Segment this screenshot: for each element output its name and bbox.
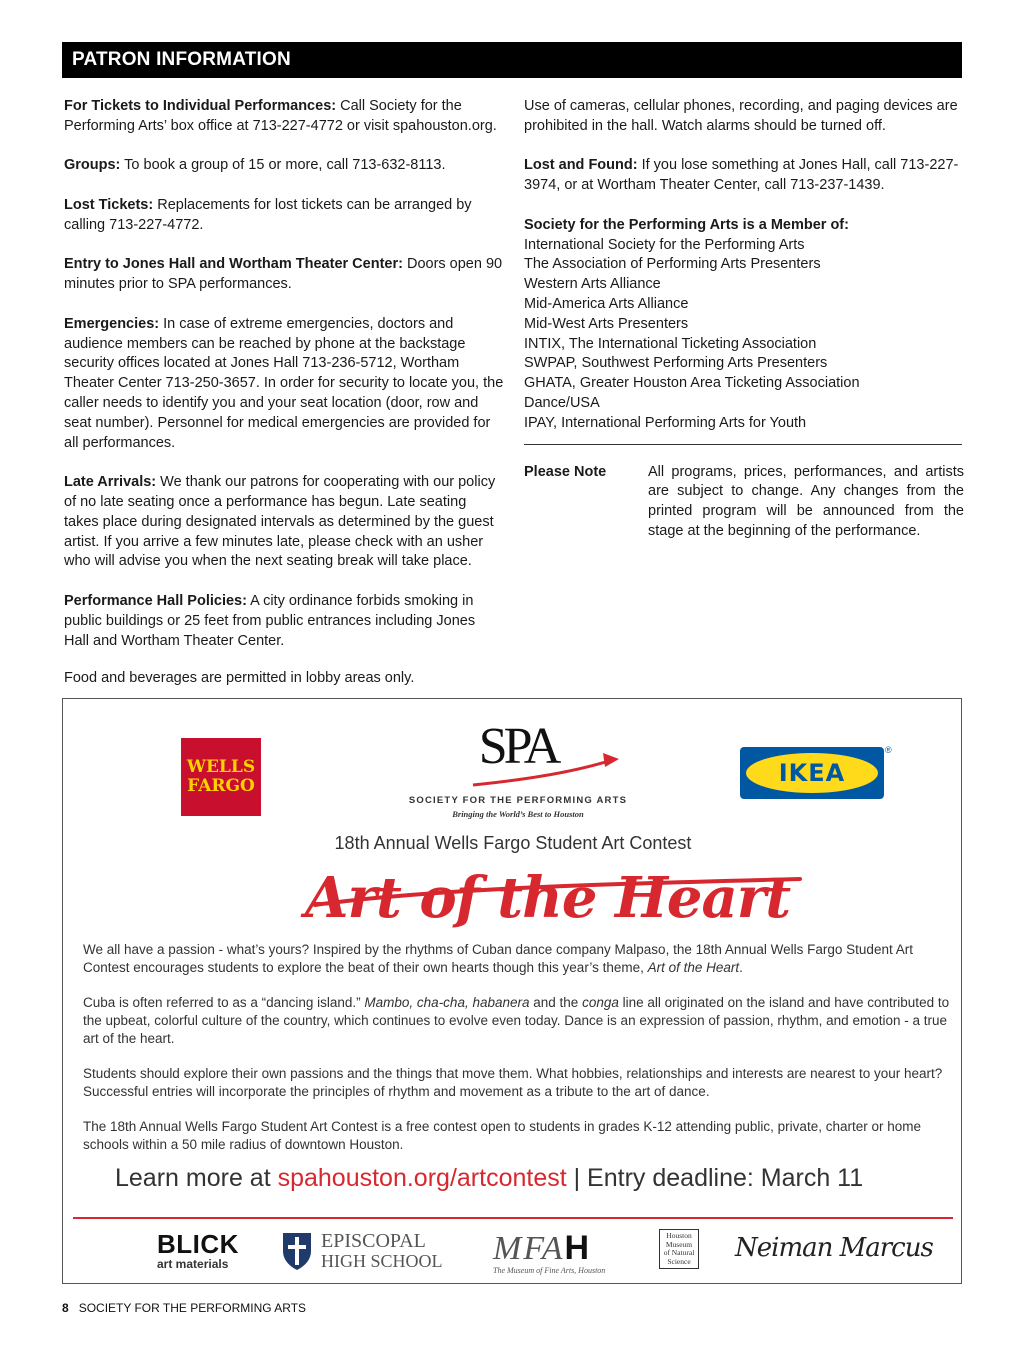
ikea-logo [740, 747, 884, 799]
list-item: SWPAP, Southwest Performing Arts Presenters [524, 355, 828, 372]
wells-fargo-logo-line: WELLS [186, 757, 256, 777]
list-item: The Association of Performing Arts Presenters [524, 256, 821, 273]
emergencies-paragraph [64, 315, 504, 454]
learn-more-line [115, 1164, 863, 1193]
lost-tickets-label: Lost Tickets: [64, 196, 154, 213]
emergencies-text: In case of extreme emergencies, doctors and audience members can be reached by phone at the backstage security offices located at Jones Hall 713-236-5712, Wortham Theater Center 713-250-3657. In order for security to locate you, the caller needs to identify you and your seat location (door, row and seat number). Personnel for medical emergencies are provided for all performances. [64, 315, 504, 451]
page-footer [62, 1301, 306, 1315]
hmns-logo [659, 1229, 699, 1269]
wells-fargo-logo-line: FARGO [187, 776, 255, 796]
emergencies-label: Emergencies: [64, 315, 160, 332]
episcopal-logo-line: EPISCOPAL [321, 1230, 426, 1252]
blick-logo [157, 1231, 239, 1271]
hmns-logo-line: Museum [665, 1239, 693, 1249]
page-number: 8 [62, 1301, 69, 1315]
entry-deadline: | Entry deadline: March 11 [566, 1164, 864, 1192]
lost-found-label: Lost and Found: [524, 157, 638, 174]
list-item: International Society for the Performing Arts [524, 236, 805, 253]
hmns-logo-line: Houston [666, 1231, 692, 1240]
mfa-logo [493, 1231, 605, 1275]
paragraph-text: . [739, 960, 743, 975]
lost-tickets-text: Replacements for lost tickets can be arranged by calling 713-227-4772. [64, 196, 472, 233]
script-title-text: Art of the Heart [305, 865, 791, 931]
left-column [64, 97, 504, 689]
policies-paragraph [64, 592, 504, 651]
mfa-logo-letters: MFA [493, 1230, 565, 1267]
please-note-label: Please Note [524, 463, 607, 480]
member-section [524, 216, 964, 434]
list-item: Western Arts Alliance [524, 276, 661, 293]
lost-tickets-paragraph [64, 196, 504, 236]
please-note [524, 463, 964, 542]
late-arrivals-paragraph [64, 473, 504, 572]
section-header [62, 42, 962, 78]
entry-paragraph [64, 255, 504, 295]
art-contest-advertisement [62, 698, 962, 1284]
groups-paragraph [64, 156, 504, 176]
entry-label: Entry to Jones Hall and Wortham Theater Center: [64, 256, 403, 273]
ikea-logo-text: IKEA [778, 759, 846, 787]
list-item: IPAY, International Performing Arts for Youth [524, 414, 807, 431]
footer-publisher: SOCIETY FOR THE PERFORMING ARTS [78, 1301, 307, 1315]
section-title: PATRON INFORMATION [72, 49, 291, 70]
blick-logo-sub: art materials [157, 1257, 229, 1271]
hmns-logo-line: Science [667, 1256, 691, 1266]
neiman-marcus-logo: Neiman Marcus [735, 1233, 933, 1263]
paragraph-text: Cuba is often referred to as a “dancing island.” [83, 995, 365, 1010]
late-arrivals-label: Late Arrivals: [64, 474, 157, 491]
list-item: Dance/USA [524, 394, 600, 411]
contest-title: 18th Annual Wells Fargo Student Art Contest [334, 833, 692, 853]
paragraph-italic: conga [582, 995, 619, 1010]
paragraph-italic: Art of the Heart [647, 960, 740, 975]
hmns-logo-line: of Natural [663, 1248, 695, 1257]
ikea-registered-mark: ® [885, 745, 892, 755]
paragraph-text: We all have a passion - what’s yours? Inspired by the rhythms of Cuban dance company Malpaso, the 18th Annual Wells Fargo Student Art Contest encourages students to explore the beat of their own hearts though this year’s theme, [83, 942, 913, 975]
episcopal-logo [281, 1231, 443, 1271]
policies-label: Performance Hall Policies: [64, 592, 247, 609]
groups-label: Groups: [64, 157, 121, 174]
paragraph-text: and the [529, 995, 583, 1010]
contest-paragraph-students: Students should explore their own passions and the things that move them. What hobbies, relationships and interests are nearest to your heart? Successful entries will incorporate the principles of rhythm and movement as a tribute to the art of dance. [83, 1066, 943, 1099]
please-note-text: All programs, prices, performances, and artists are subject to change. Any changes from the printed program will be announced from the stage at the beginning of the performance. [648, 463, 964, 539]
lost-found-paragraph [524, 156, 964, 196]
ikea-logo-oval [746, 753, 878, 793]
blick-logo-name: BLICK [157, 1229, 239, 1259]
list-item: Mid-America Arts Alliance [524, 295, 689, 312]
list-item: INTIX, The International Ticketing Association [524, 335, 817, 352]
list-item: Mid-West Arts Presenters [524, 315, 689, 332]
right-column [524, 97, 964, 542]
script-title-art [295, 857, 815, 937]
spa-logo-mark: SPA [478, 718, 558, 775]
member-heading: Society for the Performing Arts is a Member of: [524, 216, 849, 233]
spa-logo [403, 718, 633, 821]
late-arrivals-text: We thank our patrons for cooperating with our policy of no late seating once a performance has begun. Late seating takes place during designated intervals as determined by the guest artist. If you arrive a few minutes late, please check with an usher who will advise you when the next seating break will take place. [64, 474, 496, 570]
list-item: GHATA, Greater Houston Area Ticketing Association [524, 375, 860, 392]
member-list [524, 236, 964, 434]
contest-paragraph-intro [83, 941, 951, 977]
divider [524, 444, 962, 445]
mfa-logo-h: H [564, 1229, 592, 1267]
policies-text: A city ordinance forbids smoking in public buildings or 25 feet from public entrances including Jones Hall and Wortham Theater Center. [64, 592, 476, 649]
paragraph-text: line all originated on the island and have contributed to the upbeat, colorful culture of the country, which continues to evolve even today. Dance is an expression of passion, rhythm, and emotion - a true art of the heart. [83, 995, 950, 1046]
learn-more-url[interactable]: spahouston.org/artcontest [277, 1164, 567, 1192]
tickets-paragraph [64, 97, 504, 137]
paragraph-italic: Mambo, cha-cha, habanera [364, 995, 530, 1010]
red-divider [73, 1217, 953, 1219]
wells-fargo-logo [181, 738, 261, 816]
art-of-the-heart-script [295, 857, 815, 937]
mfa-logo-sub: The Museum of Fine Arts, Houston [493, 1266, 606, 1275]
episcopal-logo-line: HIGH SCHOOL [321, 1251, 443, 1271]
tickets-text: Call Society for the Performing Arts’ box office at 713-227-4772 or visit spahouston.org. [64, 98, 497, 134]
spa-tagline: Bringing the World’s Best to Houston [452, 809, 584, 819]
contest-paragraph-eligibility: The 18th Annual Wells Fargo Student Art Contest is a free contest open to students in grades K-12 attending public, private, charter or home schools within a 50 mile radius of downtown Houston. [83, 1119, 921, 1152]
episcopal-shield-icon [281, 1231, 313, 1271]
contest-paragraph-cuba [83, 994, 951, 1048]
entry-text: Doors open 90 minutes prior to SPA performances. [64, 256, 503, 293]
food-paragraph: Food and beverages are permitted in lobby areas only. [64, 670, 415, 687]
lost-found-text: If you lose something at Jones Hall, call 713-227-3974, or at Wortham Theater Center, call 713-237-1439. [524, 157, 959, 194]
tickets-label: For Tickets to Individual Performances: [64, 98, 337, 114]
spa-swoosh-icon [463, 751, 623, 791]
groups-text: To book a group of 15 or more, call 713-632-8113. [120, 157, 446, 174]
learn-more-prefix: Learn more at [115, 1164, 278, 1192]
cameras-paragraph: Use of cameras, cellular phones, recording, and paging devices are prohibited in the hall. Watch alarms should be turned off. [524, 98, 958, 134]
spa-name: SOCIETY FOR THE PERFORMING ARTS [408, 795, 628, 806]
